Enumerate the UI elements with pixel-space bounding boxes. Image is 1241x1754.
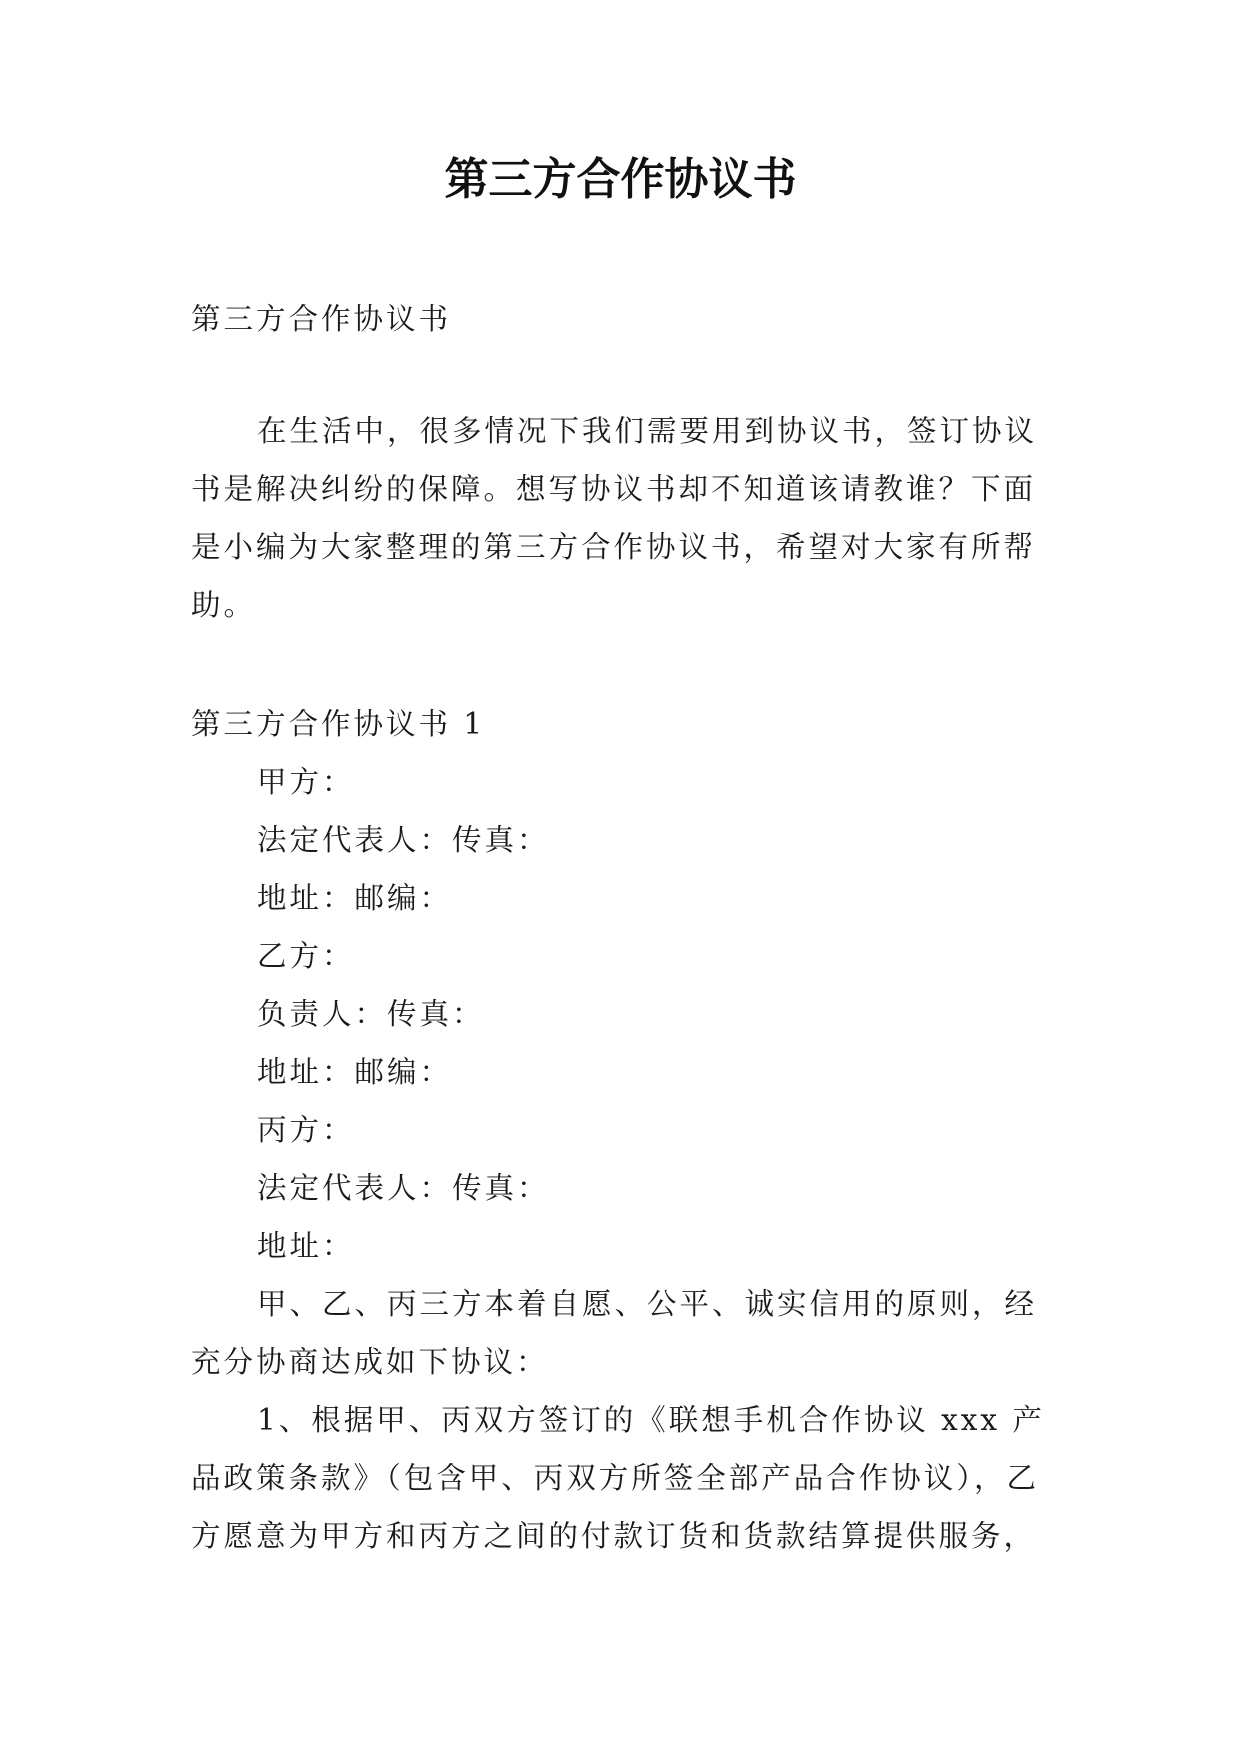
document-title: 第三方合作协议书 bbox=[444, 154, 797, 205]
party-line-c-address: 地址： bbox=[257, 1229, 355, 1263]
party-line-a-address: 地址：邮编： bbox=[257, 881, 453, 915]
party-line-b: 乙方： bbox=[257, 939, 355, 973]
party-line-a: 甲方： bbox=[257, 765, 355, 799]
agreement-line: 甲、乙、丙三方本着自愿、公平、诚实信用的原则，经 bbox=[257, 1287, 1038, 1321]
party-line-c: 丙方： bbox=[257, 1113, 355, 1147]
intro-line: 在生活中，很多情况下我们需要用到协议书，签订协议 bbox=[257, 414, 1038, 448]
party-line-b-rep: 负责人：传真： bbox=[257, 997, 485, 1031]
intro-line: 助。 bbox=[191, 588, 257, 622]
agreement-paragraph bbox=[191, 1275, 1051, 1395]
document-subtitle-block bbox=[191, 290, 1051, 350]
agreement-line: 充分协商达成如下协议： bbox=[191, 1345, 549, 1379]
party-line-b-address: 地址：邮编： bbox=[257, 1055, 453, 1089]
clause-line: 品政策条款》（包含甲、丙双方所签全部产品合作协议），乙 bbox=[191, 1461, 1040, 1495]
section-heading-block bbox=[191, 695, 1051, 755]
party-line-c-rep: 法定代表人：传真： bbox=[257, 1171, 550, 1205]
party-line-a-rep: 法定代表人：传真： bbox=[257, 823, 550, 857]
intro-line: 书是解决纠纷的保障。想写协议书却不知道该请教谁？下面 bbox=[191, 472, 1037, 506]
intro-paragraph bbox=[191, 402, 1051, 642]
section-title: 第三方合作协议书 1 bbox=[191, 707, 486, 741]
document-subtitle: 第三方合作协议书 bbox=[191, 302, 452, 336]
clause-line: 方愿意为甲方和丙方之间的付款订货和货款结算提供服务， bbox=[191, 1519, 1037, 1553]
intro-line: 是小编为大家整理的第三方合作协议书，希望对大家有所帮 bbox=[191, 530, 1037, 564]
clause-line: 1、根据甲、丙双方签订的《联想手机合作协议 xxx 产 bbox=[257, 1403, 1045, 1437]
party-info-list bbox=[191, 753, 1051, 1283]
clause-1-paragraph bbox=[191, 1391, 1051, 1571]
